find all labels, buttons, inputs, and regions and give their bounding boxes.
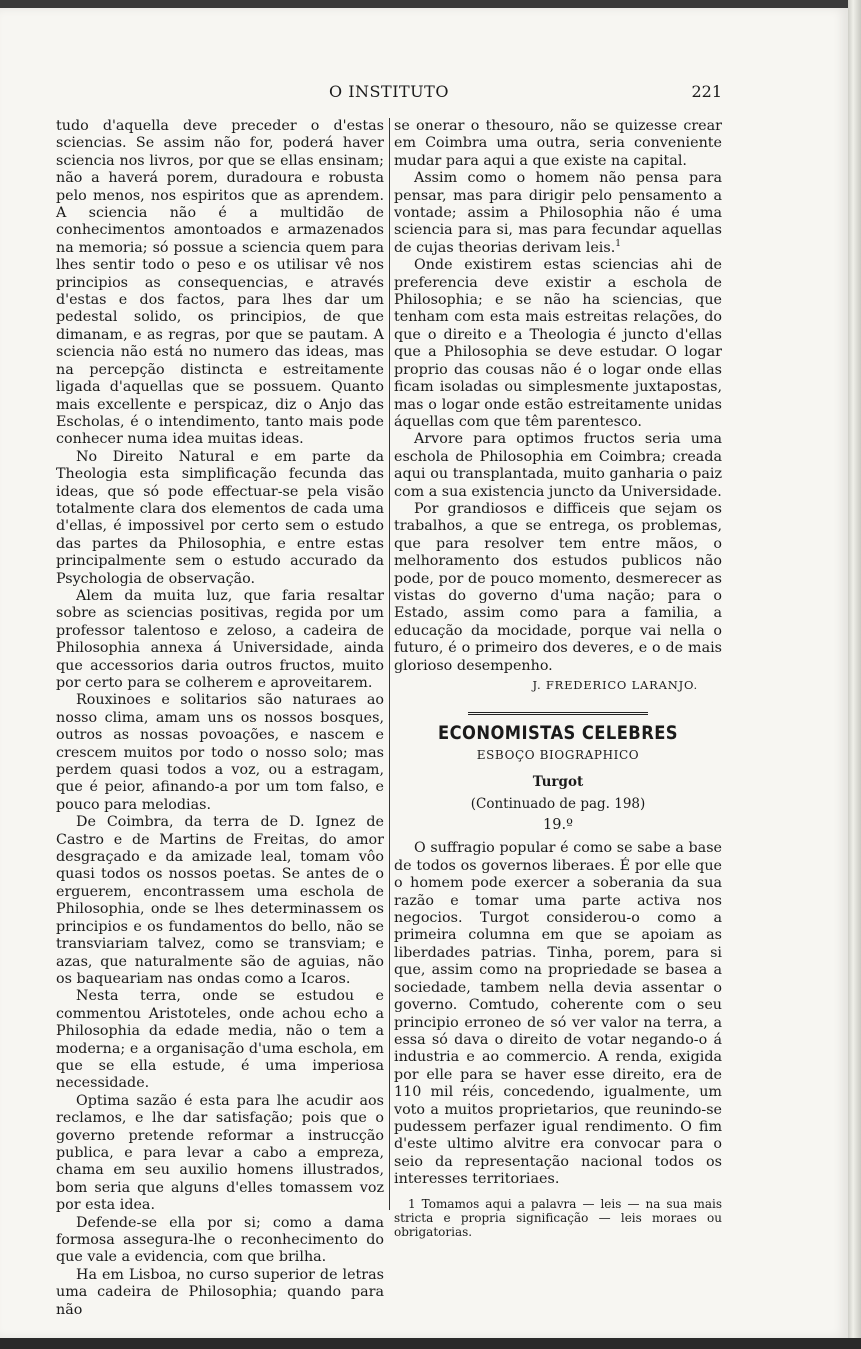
running-header xyxy=(50,82,728,104)
page-edge-right xyxy=(848,0,861,1349)
paragraph: De Coimbra, da terra de D. Ignez de Castro e de Martins de Freitas, do amor desgraçado e da amizade leal, tomam vôo quasi todos os nossos poetas. Se antes de o erguerem, encontrassem uma escholа de Philosophia, onde se lhes determinassem os principios e os fundamentos do bello, não se transviariam talvez, como se transviam; e azas, que naturalmente são de aguias, não os baqueariam nas ondas como a Icaros. xyxy=(56,814,384,987)
paragraph: se onerar o thesouro, não se quizesse crear em Coimbra uma outra, seria conveniente mudar para aqui a que existe na capital. xyxy=(394,118,722,169)
section-subtitle: ESBOÇO BIOGRAPHICO xyxy=(476,747,640,762)
section-title: ECONOMISTAS CELEBRES xyxy=(438,722,678,745)
paragraph: Alem da muita luz, que faria resaltar sobre as sciencias positivas, regida por um professor talentoso e zeloso, a cadeira de Philosophia annexa á Universidade, ainda que accessorios daria outros fructos, muito por certo para se colherem e aproveitarem. xyxy=(56,587,384,691)
running-title: O INSTITUTO xyxy=(329,82,449,101)
column-rule xyxy=(389,118,390,1210)
paragraph: Optima sazão é esta para lhe acudir aos reclamos, e lhe dar satisfação; pois que o governo pretende reformar a instrucção publica, e para levar a cabo a empreza, chama em seu auxilio homens illustrados, bom seria que alguns d'elles tomassem voz por esta idea. xyxy=(56,1092,384,1214)
paragraph: Onde existirem estas sciencias ahi de preferencia deve existir a escholа de Philosophia; e se não ha sciencias, que tenham com esta mais estreitas relações, do que o direito e a Theologia é juncto d'ellas que a Philosophia se deve estudar. O logar proprio das cousas não é o logar onde ellas ficam isoladas ou simplesmente juxtapostas, mas o logar onde estão estreitamente unidas áquellas com que têm parentesco. xyxy=(394,257,722,430)
page-number: 221 xyxy=(691,82,722,101)
biography-name: Turgot xyxy=(532,774,584,791)
paragraph xyxy=(394,170,722,257)
paragraph: Nesta terra, onde se estudou e commentou Aristoteles, onde achou echo a Philosophia da edade media, não o tem a moderna; e a organisação d'uma escholа, em que se ella estude, é uma imperiosa necessidade. xyxy=(56,988,384,1092)
paragraph-text: Assim como o homem não pensa para pensar, mas para dirigir pelo pensamento a vontade; assim a Philosophia não é uma sciencia para si, mas para fecundar aquellas de cujas theorias derivam leis. xyxy=(394,170,722,256)
continued-note: (Continuado de pag. 198) xyxy=(470,795,646,812)
paragraph: Ha em Lisboa, no curso superior de letras uma cadeira de Philosophia; quando para não xyxy=(56,1266,384,1318)
paragraph: tudo d'aquella deve preceder o d'estas sciencias. Se assim não for, poderá haver sciencia nos livros, por que se ellas ensinam; não a haverá porem, duradoura e robusta pelo menos, nos espiritos que as aprendem. A sciencia não é a multidão de conhecimentos amontoados e armazenados na memoria; só possue a sciencia quem para lhes sentir todo o peso e os utilisar vê nos principios as consequencias, e através d'estas e dos factos, para lhes dar um pedestal solido, os principios, de que dimanam, e as regras, por que se pautam. A sciencia não está no numero das ideas, mas na percepção distincta e estreitamente ligada d'aquellas que se possuem. Quanto mais excellente e perspicaz, diz o Anjo das Escholas, é o intendimento, tanto mais pode conhecer numa idea muitas ideas. xyxy=(56,118,384,448)
section-number: 19.º xyxy=(543,817,573,834)
paragraph: Rouxinoes e solitarios são naturaes ao nosso clima, amam uns os nossos bosques, outros as nossas povoações, e nascem e crescem muitos por todo o nosso solo; mas perdem quasi todos a voz, ou a estragam, que é peior, afinando-a por um tom falso, e pouco para melodias. xyxy=(56,692,384,813)
section-separator xyxy=(468,712,648,715)
paragraph: No Direito Natural e em parte da Theologia esta simplificação fecunda das ideas, que só pode effectuar-se pela visão totalmente clara dos elementos de cada uma d'ellas, é impossivel por certo sem o estudo das partes da Philosophia, e entre estas principalmente sem o estudo accurado da Psychologia de observação. xyxy=(56,448,384,587)
paragraph: Defende-se ella por si; como a dama formosa assegura-lhe o reconhecimento do que vale a evidencia, com que brilha. xyxy=(56,1214,384,1266)
footnote-marker: 1 xyxy=(615,239,621,250)
paragraph: Por grandiosos e difficeis que sejam os trabalhos, a que se entrega, os problemas, que para resolver tem entre mãos, o melhoramento dos estudos publicos não pode, por de pouco momento, desmerecer as vistas do governo d'uma nação; para o Estado, assim como para a familia, a educação da mocidade, porque vai nella o futuro, é o primeiro dos deveres, e o de mais glorioso desempenho. xyxy=(394,500,722,674)
paragraph: O suffragio popular é como se sabe a base de todos os governos liberaes. É por elle que o homem pode exercer a soberania da sua razão e tomar uma parte activa nos negocios. Turgot considerou-o como a primeira columna em que se apoiam as liberdades patrias. Tinha, porem, para si que, assim como na propriedade se basea a sociedade, tambem nella devia assentar o governo. Comtudo, coherente com o seu principio erroneo de só ver valor na terra, a essa só dava o direito de votar negando-o á industria e ao commercio. A renda, exigida por elle para se haver esse direito, era de 110 mil réis, concedendo, igualmente, um voto a muitos proprietarios, que reunindo-se pudessem perfazer igual rendimento. O fim d'este ultimo alvitre era convocar para o seio da representação nacional todos os interesses territoriaes. xyxy=(394,840,722,1188)
paragraph: Arvore para optimos fructos seria uma escholа de Philosophia em Coimbra; creada aqui ou transplantada, muito ganharia o paiz com a sua existencia juncto da Universidade. xyxy=(394,431,722,500)
footnote xyxy=(394,1197,722,1239)
right-column xyxy=(394,118,722,1239)
footnote-text: 1 Tomamos aqui a palavra — leis — na sua mais stricta e propria significação — leis moraes ou obrigatorias. xyxy=(394,1196,722,1239)
author-signature: J. FREDERICO LARANJO. xyxy=(532,678,698,692)
left-column xyxy=(56,118,384,1319)
page-edge-bottom xyxy=(0,1338,861,1349)
